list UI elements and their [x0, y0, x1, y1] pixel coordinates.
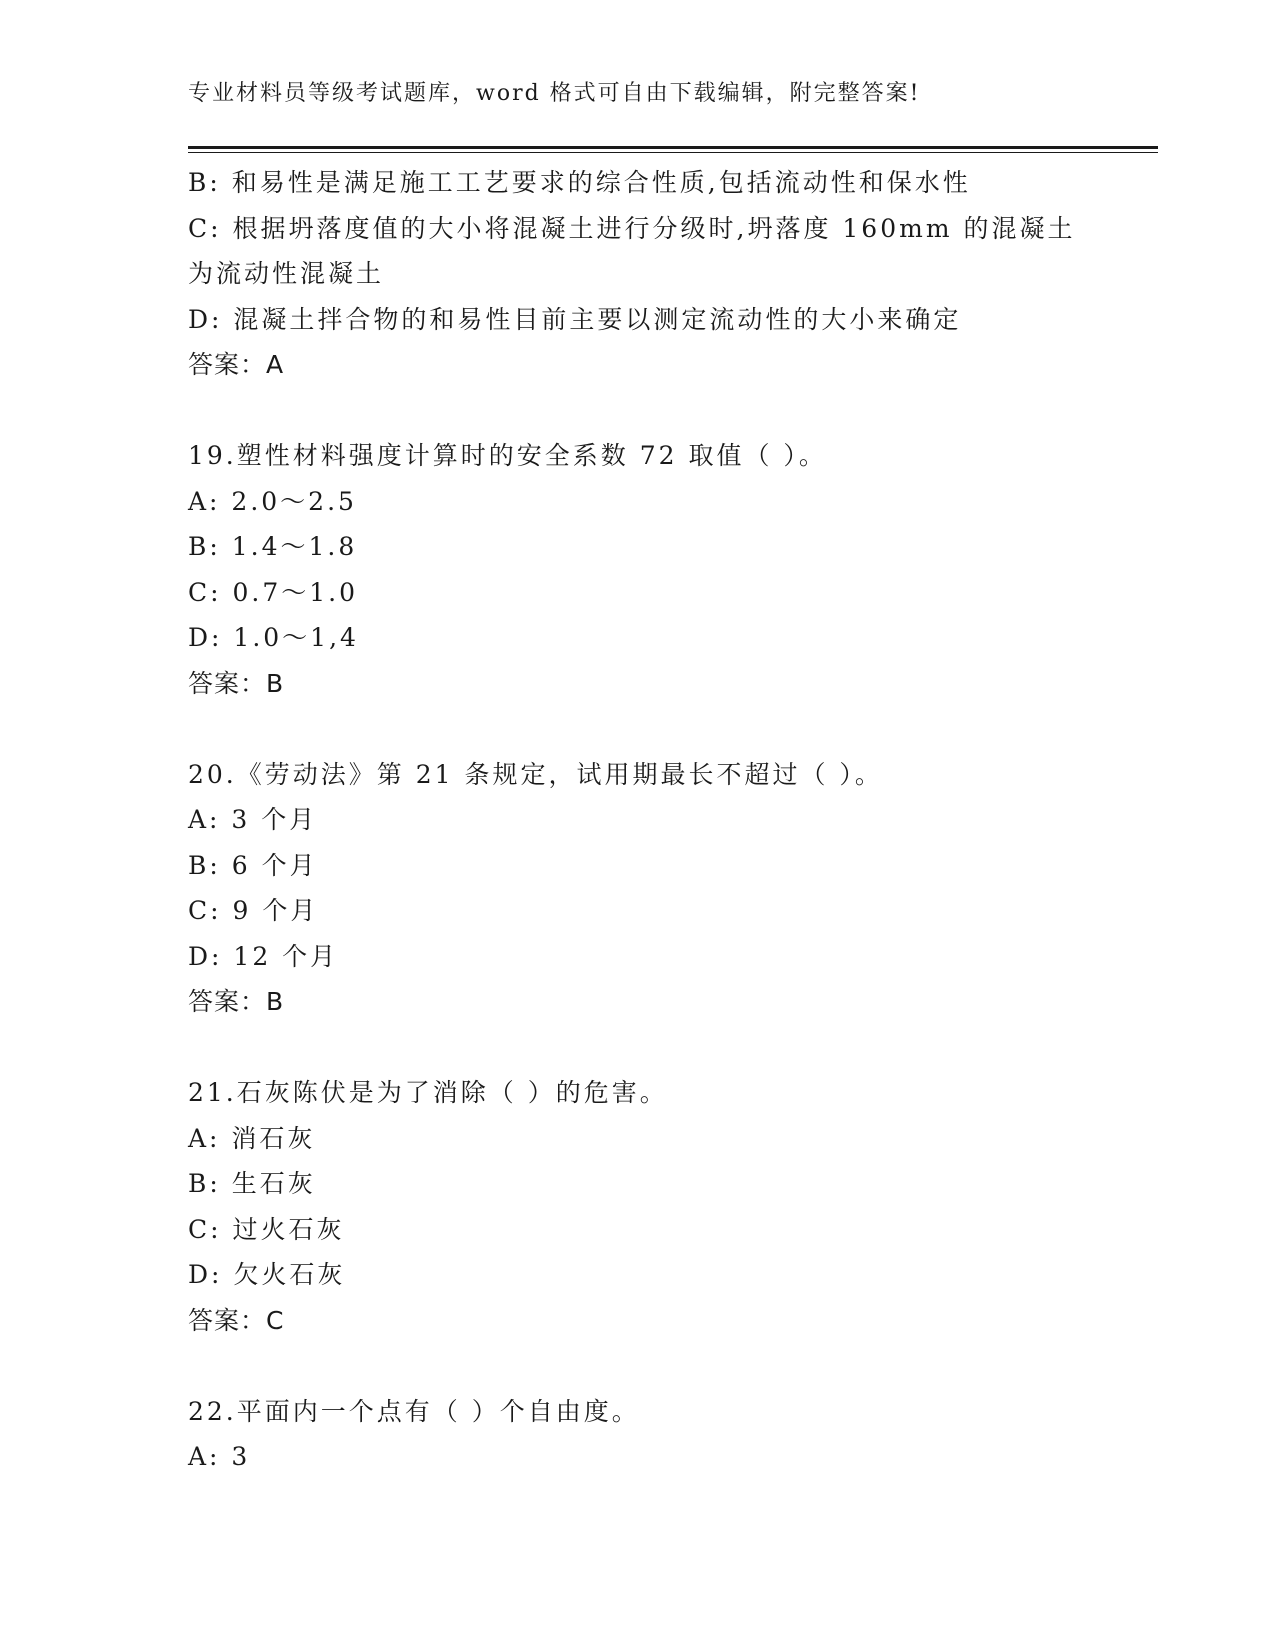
question-22 [188, 1389, 1088, 1480]
question-19 [188, 433, 1088, 706]
option-d: D: 混凝土拌合物的和易性目前主要以测定流动性的大小来确定 [188, 304, 962, 334]
answer: 答案：C [188, 1305, 285, 1335]
spacer [188, 1343, 1088, 1389]
question-stem: 21.石灰陈伏是为了消除（ ）的危害。 [188, 1078, 668, 1107]
spacer [188, 706, 1088, 752]
option-d: D: 欠火石灰 [188, 1260, 346, 1289]
spacer [188, 1025, 1088, 1071]
question-20 [188, 752, 1088, 1025]
option-c: C: 0.7～1.0 [188, 577, 359, 607]
option-a: A: 3 [188, 1442, 251, 1471]
question-stem: 22.平面内一个点有（ ）个自由度。 [188, 1396, 640, 1426]
page-header: 专业材料员等级考试题库，word 格式可自由下载编辑，附完整答案! [188, 81, 921, 106]
question-stem: 20.《劳动法》第 21 条规定，试用期最长不超过（ ）。 [188, 759, 883, 789]
option-c: C: 根据坍落度值的大小将混凝土进行分级时,坍落度 160mm 的混凝土 [188, 213, 1076, 243]
option-d: D: 12 个月 [188, 941, 339, 971]
answer: 答案：A [188, 350, 285, 379]
option-b: B: 6 个月 [188, 850, 318, 880]
spacer [188, 388, 1088, 434]
option-a: A: 3 个月 [188, 805, 318, 834]
option-a: A: 消石灰 [188, 1123, 316, 1153]
header-rule-thin [188, 152, 1158, 153]
question-18-tail [188, 160, 1088, 388]
question-stem: 19.塑性材料强度计算时的安全系数 72 取值（ ）。 [188, 441, 827, 470]
question-21 [188, 1070, 1088, 1343]
answer: 答案：B [188, 987, 285, 1016]
option-c: C: 9 个月 [188, 896, 319, 925]
option-d: D: 1.0～1,4 [188, 623, 359, 652]
option-c-continued: 为流动性混凝土 [188, 259, 385, 288]
question-content [188, 160, 1088, 1480]
header-rule-thick [188, 146, 1158, 149]
option-b: B: 和易性是满足施工工艺要求的综合性质,包括流动性和保水性 [188, 168, 971, 197]
option-b: B: 生石灰 [188, 1169, 316, 1198]
option-c: C: 过火石灰 [188, 1214, 345, 1244]
answer: 答案：B [188, 668, 285, 698]
option-a: A: 2.0～2.5 [188, 486, 357, 516]
option-b: B: 1.4～1.8 [188, 532, 358, 561]
